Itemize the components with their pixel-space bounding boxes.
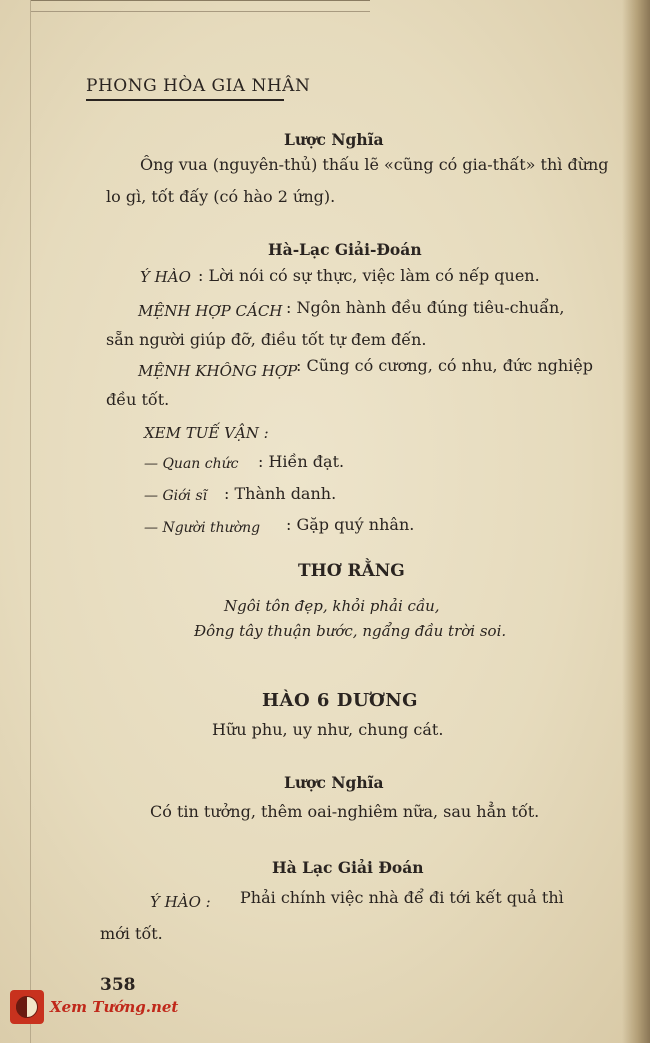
page-number: 358 bbox=[100, 975, 136, 995]
label-gioi-si: — Giới sĩ bbox=[144, 488, 208, 504]
paragraph-line: sẵn người giúp đỡ, điều tốt tự đem đến. bbox=[106, 330, 427, 349]
paragraph-line: đều tốt. bbox=[106, 390, 170, 409]
poem-line: Ngôi tôn đẹp, khỏi phải cầu, bbox=[224, 597, 440, 615]
label-y-hao: Ý HÀO bbox=[140, 268, 191, 286]
heading-ha-lac: Hà-Lạc Giải-Đoán bbox=[268, 240, 422, 259]
paragraph-line: Có tin tưởng, thêm oai-nghiêm nữa, sau hẳn tốt. bbox=[150, 802, 540, 821]
poem-line: Đông tây thuận bước, ngẩng đầu trời soi. bbox=[194, 622, 507, 640]
paragraph-line: mới tốt. bbox=[100, 924, 163, 943]
text-menh-hop-cach: : Ngôn hành đều đúng tiêu-chuẩn, bbox=[286, 298, 565, 317]
heading-hao-6-duong: HÀO 6 DƯƠNG bbox=[262, 690, 419, 711]
header-rule bbox=[86, 99, 284, 101]
hao-text: Hữu phu, uy như, chung cát. bbox=[212, 720, 444, 739]
text-menh-khong-hop: : Cũng có cương, có nhu, đức nghiệp bbox=[296, 356, 593, 375]
yin-yang-icon bbox=[10, 990, 44, 1024]
watermark-text: Xem Tướng.net bbox=[50, 998, 179, 1016]
label-quan-chuc: — Quan chức bbox=[144, 456, 239, 472]
heading-luoc-nghia: Lược Nghĩa bbox=[284, 130, 384, 149]
label-nguoi-thuong: — Người thường bbox=[144, 520, 261, 536]
running-header: PHONG HÒA GIA NHÂN bbox=[86, 76, 311, 96]
text-y-hao: : Lời nói có sự thực, việc làm có nếp quen. bbox=[198, 266, 540, 285]
top-border bbox=[30, 0, 370, 12]
left-border bbox=[30, 0, 31, 1043]
heading-ha-lac-2: Hà Lạc Giải Đoán bbox=[272, 858, 424, 877]
heading-tho-rang: THƠ RẰNG bbox=[298, 561, 405, 581]
text-nguoi-thuong: : Gặp quý nhân. bbox=[286, 515, 415, 534]
page-edge-shadow bbox=[622, 0, 650, 1043]
text-quan-chuc: : Hiền đạt. bbox=[258, 452, 345, 471]
paragraph-line: Ông vua (nguyên-thủ) thấu lẽ «cũng có gia-thất» thì đừng bbox=[140, 155, 609, 174]
text-gioi-si: : Thành danh. bbox=[224, 484, 337, 503]
label-menh-hop-cach: MỆNH HỢP CÁCH bbox=[138, 302, 283, 320]
watermark-logo bbox=[10, 990, 190, 1028]
text-y-hao-2: Phải chính việc nhà để đi tới kết quả thì bbox=[240, 888, 564, 907]
label-y-hao-2: Ý HÀO : bbox=[150, 893, 211, 911]
label-xem-tue-van: XEM TUẾ VẬN : bbox=[144, 424, 269, 442]
paragraph-line: lo gì, tốt đấy (có hào 2 ứng). bbox=[106, 187, 336, 206]
heading-luoc-nghia-2: Lược Nghĩa bbox=[284, 773, 384, 792]
label-menh-khong-hop: MỆNH KHÔNG HỢP bbox=[138, 362, 298, 380]
